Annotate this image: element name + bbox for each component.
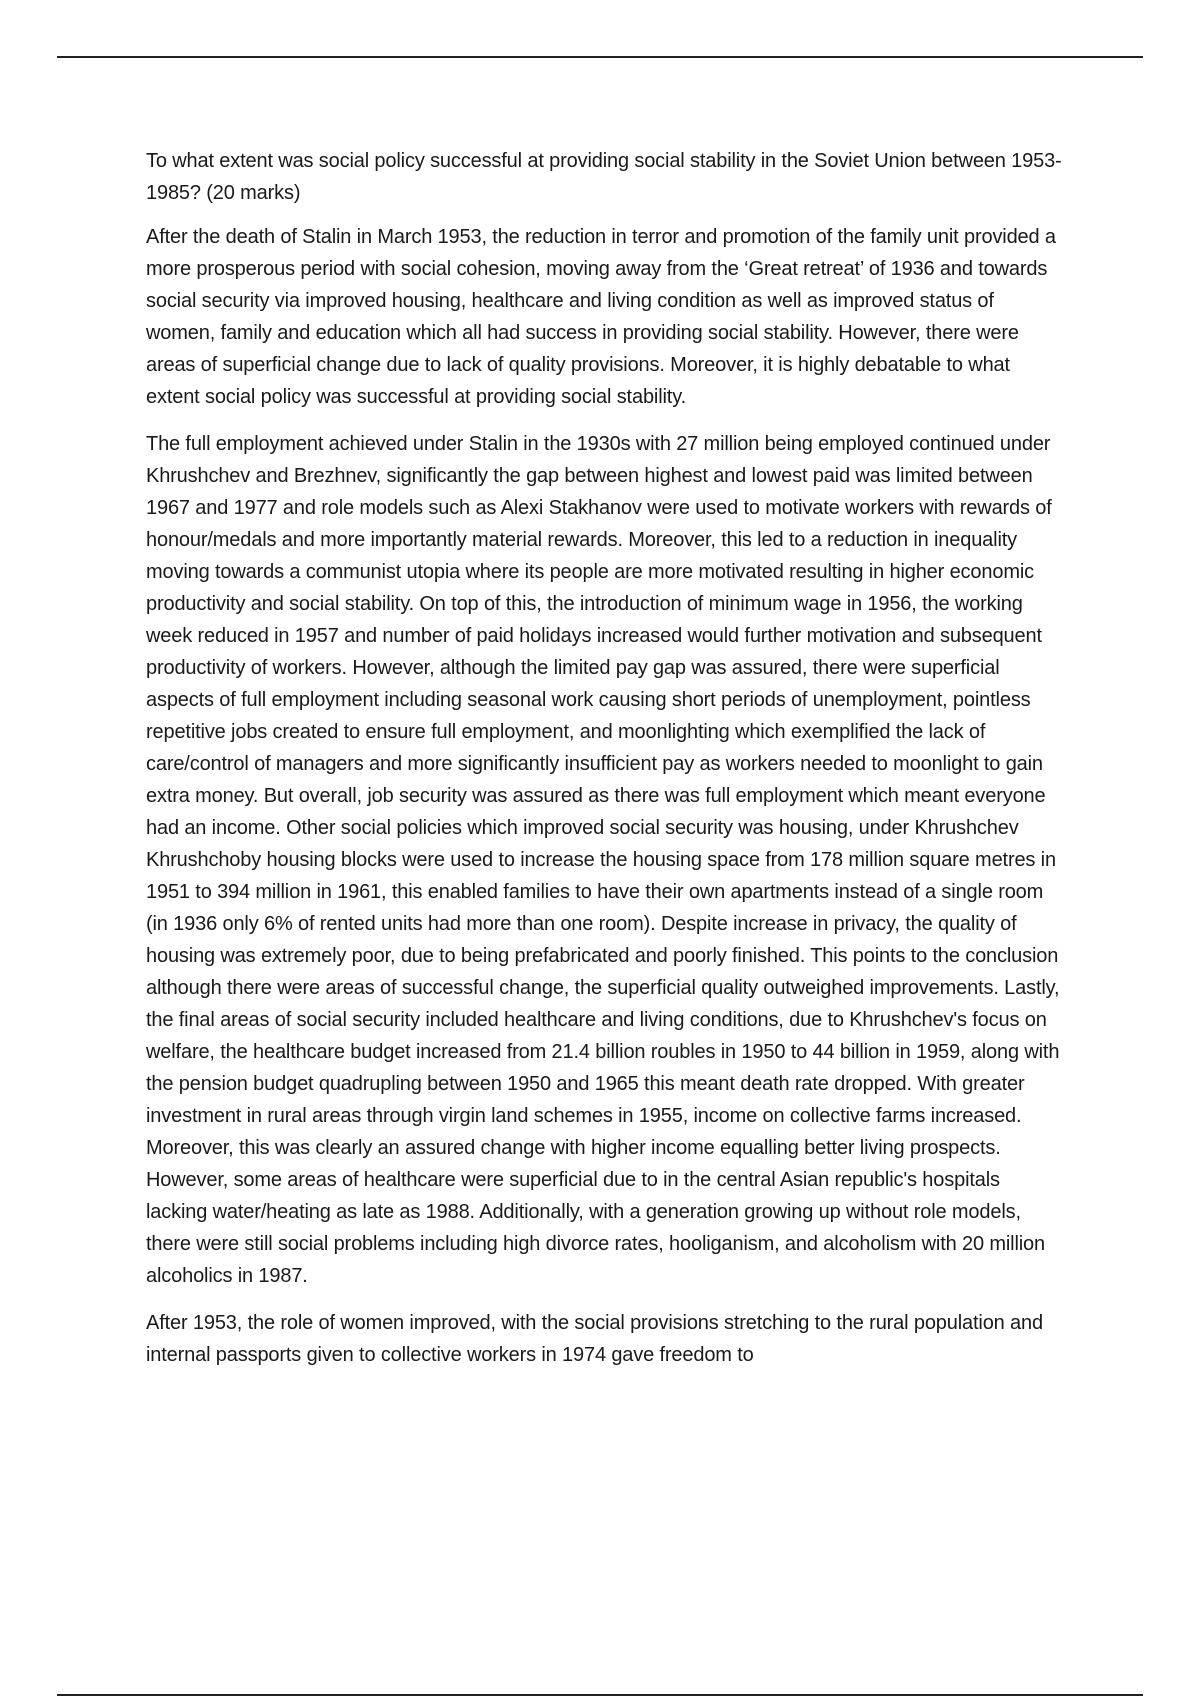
essay-body (146, 145, 1066, 1386)
paragraph-employment-housing-healthcare: The full employment achieved under Stalin in the 1930s with 27 million being employed continued under Khrushchev and Brezhnev, significantly the gap between highest and lowest paid was limited between 1967 and 1977 and role models such as Alexi Stakhanov were used to motivate workers with rewards of honour/medals and more importantly material rewards. Moreover, this led to a reduction in inequality moving towards a communist utopia where its people are more motivated resulting in higher economic productivity and social stability. On top of this, the introduction of minimum wage in 1956, the working week reduced in 1957 and number of paid holidays increased would further motivation and subsequent productivity of workers. However, although the limited pay gap was assured, there were superficial aspects of full employment including seasonal work causing short periods of unemployment, pointless repetitive jobs created to ensure full employment, and moonlighting which exemplified the lack of care/control of managers and more significantly insufficient pay as workers needed to moonlight to gain extra money. But overall, job security was assured as there was full employment which meant everyone had an income. Other social policies which improved social security was housing, under Khrushchev Khrushchoby housing blocks were used to increase the housing space from 178 million square metres in 1951 to 394 million in 1961, this enabled families to have their own apartments instead of a single room (in 1936 only 6% of rented units had more than one room). Despite increase in privacy, the quality of housing was extremely poor, due to being prefabricated and poorly finished. This points to the conclusion although there were areas of successful change, the superficial quality outweighed improvements. Lastly, the final areas of social security included healthcare and living conditions, due to Khrushchev's focus on welfare, the healthcare budget increased from 21.4 billion roubles in 1950 to 44 billion in 1959, along with the pension budget quadrupling between 1950 and 1965 this meant death rate dropped. With greater investment in rural areas through virgin land schemes in 1955, income on collective farms increased. Moreover, this was clearly an assured change with higher income equalling better living prospects. However, some areas of healthcare were superficial due to in the central Asian republic's hospitals lacking water/heating as late as 1988. Additionally, with a generation growing up without role models, there were still social problems including high divorce rates, hooliganism, and alcoholism with 20 million alcoholics in 1987. (146, 433, 1060, 1287)
paragraph-women: After 1953, the role of women improved, with the social provisions stretching to the rural population and internal passports given to collective workers in 1974 gave freedom to (146, 1312, 1043, 1366)
header-rule (57, 56, 1143, 58)
paragraph-introduction: After the death of Stalin in March 1953, the reduction in terror and promotion of the family unit provided a more prosperous period with social cohesion, moving away from the ‘Great retreat’ of 1936 and towards social security via improved housing, healthcare and living condition as well as improved status of women, family and education which all had success in providing social stability. However, there were areas of superficial change due to lack of quality provisions. Moreover, it is highly debatable to what extent social policy was successful at providing social stability. (146, 226, 1056, 408)
essay-question: To what extent was social policy successful at providing social stability in the Soviet Union between 1953-1985? (20 marks) (146, 150, 1062, 204)
footer-rule (57, 1694, 1143, 1696)
